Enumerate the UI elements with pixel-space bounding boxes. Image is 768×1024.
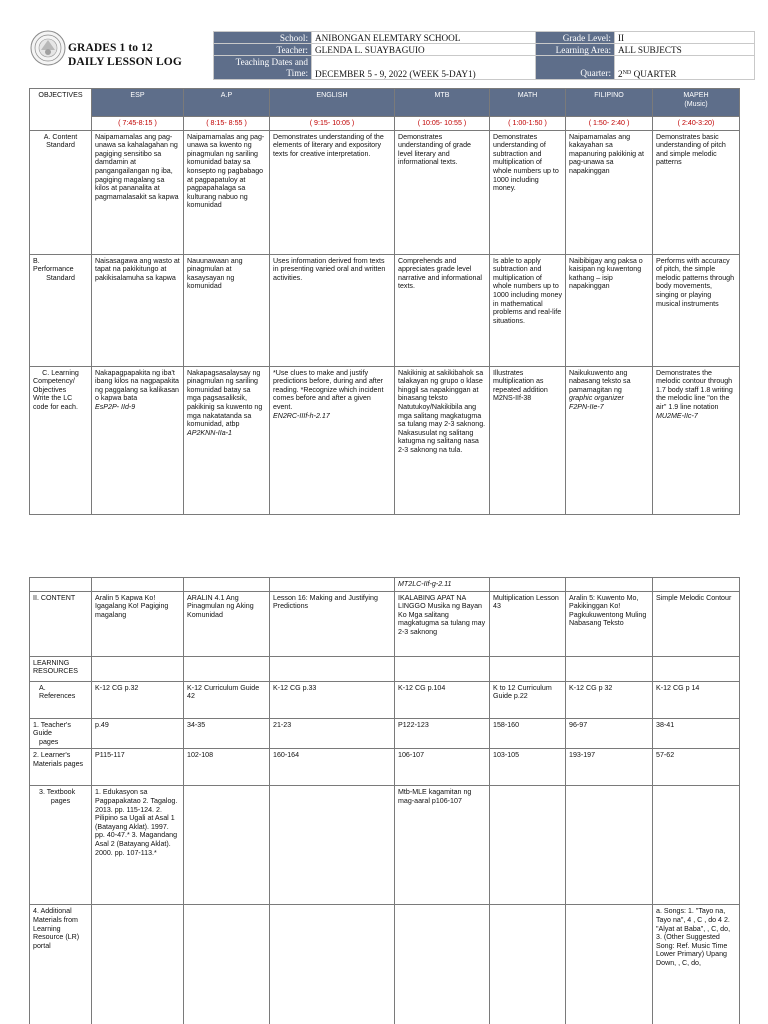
table-cell: K-12 CG p 14 xyxy=(653,681,740,718)
table-cell: Naipamamalas ang pag-unawa sa kahalagahan ng pagiging sensitibo sa damdamin at pangangailangan ng iba, pagiging magalang sa kilos at pananalita at pagmamalasakit sa kapwa xyxy=(92,130,184,254)
table-cell: 57-62 xyxy=(653,749,740,786)
subject-header-english: ENGLISH xyxy=(270,89,395,117)
table-cell: 38-41 xyxy=(653,718,740,749)
table-cell: 21-23 xyxy=(270,718,395,749)
teacher-label: Teacher: xyxy=(214,44,312,56)
objectives-table xyxy=(29,88,740,515)
table-cell xyxy=(566,905,653,1024)
table-cell: ARALIN 4.1 Ang Pinagmulan ng Aking Komunidad xyxy=(184,591,270,656)
table-cell: Is able to apply subtraction and multiplication of whole numbers up to 1000 including money in mathematical problems and real-life situations. xyxy=(490,254,566,366)
table-cell: Aralin 5: Kuwento Mo, Pakikinggan Ko! Pagkukuwentong Muling Nabasang Teksto xyxy=(566,591,653,656)
table-cell: IKALABING APAT NA LINGGO Musika ng Bayan Ko Mga salitang magkatugma sa tulang may 2-3 saknong xyxy=(395,591,490,656)
table-cell: Naipamamalas ang kakayahan sa mapanuring pakikinig at pag-unawa sa napakinggan xyxy=(566,130,653,254)
teachers-guide-label: 1. Teacher's Guide pages xyxy=(30,718,92,749)
teachers-guide-row xyxy=(30,718,740,749)
table-cell: 102-108 xyxy=(184,749,270,786)
time-math: ( 1:00-1:50 ) xyxy=(490,117,566,131)
performance-standard-label: B. Performance Standard xyxy=(30,254,92,366)
references-row xyxy=(30,681,740,718)
table-cell: Naisasagawa ang wasto at tapat na pakikitungo at pakikisalamuha sa kapwa xyxy=(92,254,184,366)
table-cell: Demonstrates understanding of subtraction and multiplication of whole numbers up to 1000 including money. xyxy=(490,130,566,254)
references-label: A. References xyxy=(30,681,92,718)
table-cell: *Use clues to make and justify predictions before, during and after reading. *Recognize which incident comes before and after a given event. EN2RC-IIIf-h-2.17 xyxy=(270,366,395,514)
competency-label: C. Learning Competency/ Objectives Write the LC code for each. xyxy=(30,366,92,514)
table-cell: P115-117 xyxy=(92,749,184,786)
table-cell: P122-123 xyxy=(395,718,490,749)
table-cell: 34-35 xyxy=(184,718,270,749)
table-cell: Demonstrates the melodic contour through 1.7 body staff 1.8 writing the melodic line "on the air" 1.9 line notation MU2ME-IIc-7 xyxy=(653,366,740,514)
table-cell: K-12 CG p 32 xyxy=(566,681,653,718)
learning-resources-label: LEARNING RESOURCES xyxy=(30,656,92,681)
table-cell xyxy=(395,905,490,1024)
learners-materials-label: 2. Learner's Materials pages xyxy=(30,749,92,786)
time-ap: ( 8:15- 8:55 ) xyxy=(184,117,270,131)
subject-header-mtb: MTB xyxy=(395,89,490,117)
table-cell: 96-97 xyxy=(566,718,653,749)
competency-row xyxy=(30,366,740,514)
time-filipino: ( 1:50- 2:40 ) xyxy=(566,117,653,131)
table-cell: 158-160 xyxy=(490,718,566,749)
table-cell: Nakikinig at sakikibahok sa talakayan ng grupo o klase hinggil sa napakinggan at binasang teksto Natutukoy/Nakikibila ang mga salitang magkatugma sa tulang may 2-3 saknong. Nakasusulat ng salitang katugma ng salitang nasa 2-3 saknong na tula. xyxy=(395,366,490,514)
content-standard-row xyxy=(30,130,740,254)
content-label: II. CONTENT xyxy=(30,591,92,656)
teaching-dates-label: Teaching Dates and Time: xyxy=(214,56,312,80)
time-mtb: ( 10:05- 10:55 ) xyxy=(395,117,490,131)
table-cell: Multiplication Lesson 43 xyxy=(490,591,566,656)
teaching-dates-value: DECEMBER 5 - 9, 2022 (WEEK 5-DAY1) xyxy=(312,56,536,80)
table-cell: K-12 CG p.32 xyxy=(92,681,184,718)
quarter-value: 2ND QUARTER xyxy=(615,56,755,80)
objectives-header: OBJECTIVES xyxy=(30,89,92,131)
table-cell: Demonstrates understanding of the elements of literary and expository texts for creative interpretation. xyxy=(270,130,395,254)
teacher-value: GLENDA L. SUAYBAGUIO xyxy=(312,44,536,56)
grade-level-label: Grade Level: xyxy=(536,32,615,44)
table-cell: Performs with accuracy of pitch, the simple melodic patterns through body movements, singing or playing musical instruments xyxy=(653,254,740,366)
additional-materials-label: 4. Additional Materials from Learning Resource (LR) portal xyxy=(30,905,92,1024)
subject-header-ap: A.P xyxy=(184,89,270,117)
table-cell: 1. Edukasyon sa Pagpapakatao 2. Tagalog. 2013. pp. 115-124. 2. Pilipino sa Ugali at Asal 1 (Batayang Aklat). 1997. pp. 40-47.* 3. Magandang Asal 2 (Batayang Aklat). 2000. pp. 107-113.* xyxy=(92,786,184,905)
time-mapeh: ( 2:40-3:20) xyxy=(653,117,740,131)
textbook-row xyxy=(30,786,740,905)
table-cell: Nakapagpapakita ng iba't ibang kilos na nagpapakita ng paggalang sa kalikasan o kapwa bata EsP2P- IId-9 xyxy=(92,366,184,514)
table-cell: Naikukuwento ang nabasang teksto sa pamamagitan ng graphic organizer F2PN-IIe-7 xyxy=(566,366,653,514)
table-cell xyxy=(566,786,653,905)
table-cell: 160-164 xyxy=(270,749,395,786)
doc-title-grades: GRADES 1 to 12 xyxy=(68,42,153,54)
table-cell: Nakapagsasalaysay ng pinagmulan ng sariling komunidad batay sa mga pagsasaliksik, pakikinig sa kuwento ng mga nakatatanda sa komunidad, atbp AP2KNN-IIa-1 xyxy=(184,366,270,514)
table-cell: Uses information derived from texts in presenting varied oral and written activities. xyxy=(270,254,395,366)
header-info-table xyxy=(213,31,755,80)
table-cell xyxy=(653,786,740,905)
learning-area-value: ALL SUBJECTS xyxy=(615,44,755,56)
table-cell: 106-107 xyxy=(395,749,490,786)
table-cell: Naipamamalas ang pag-unawa sa kwento ng pinagmulan ng sariling komunidad batay sa konsepto ng pagbabago at pagpapatuloy at pagpapahalaga sa kulturang nabuo ng komunidad xyxy=(184,130,270,254)
learning-resources-row xyxy=(30,656,740,681)
table-cell: Simple Melodic Contour xyxy=(653,591,740,656)
school-value: ANIBONGAN ELEMTARY SCHOOL xyxy=(312,32,536,44)
content-row xyxy=(30,591,740,656)
table-cell: Comprehends and appreciates grade level narrative and informational texts. xyxy=(395,254,490,366)
table-cell: Illustrates multiplication as repeated addition M2NS-IIf-38 xyxy=(490,366,566,514)
table-cell: K to 12 Curriculum Guide p.22 xyxy=(490,681,566,718)
table-cell: 193-197 xyxy=(566,749,653,786)
content-resources-table xyxy=(29,577,740,1024)
quarter-label: Quarter: xyxy=(536,56,615,80)
time-english: ( 9:15- 10:05 ) xyxy=(270,117,395,131)
subject-header-mapeh: MAPEH (Music) xyxy=(653,89,740,117)
table-cell: Nauunawaan ang pinagmulan at kasaysayan ng komunidad xyxy=(184,254,270,366)
table-cell xyxy=(184,905,270,1024)
table-cell xyxy=(270,786,395,905)
school-label: School: xyxy=(214,32,312,44)
grade-level-value: II xyxy=(615,32,755,44)
subject-header-math: MATH xyxy=(490,89,566,117)
table-cell: Demonstrates understanding of grade level literary and informational texts. xyxy=(395,130,490,254)
additional-materials-row xyxy=(30,905,740,1024)
table-cell: Naibibigay ang paksa o kaisipan ng kuwentong kathang – isip napakinggan xyxy=(566,254,653,366)
table-cell: a. Songs: 1. "Tayo na, Tayo na", 4 , C , do 4 2. "Alyat at Baba", , C, do, 3. (Other Suggested Song: Ref. Music Time Lower Primary) Upang Down, , C, do, xyxy=(653,905,740,1024)
table-cell: K-12 Curriculum Guide 42 xyxy=(184,681,270,718)
learning-area-label: Learning Area: xyxy=(536,44,615,56)
learners-materials-row xyxy=(30,749,740,786)
deped-seal-icon xyxy=(30,30,66,66)
table-cell xyxy=(490,905,566,1024)
table-cell: Aralin 5 Kapwa Ko! Igagalang Ko! Pagiging magalang xyxy=(92,591,184,656)
mtb-code-cell: MT2LC-IIf-g-2.11 xyxy=(395,578,490,592)
table-cell xyxy=(184,786,270,905)
doc-title-dll: DAILY LESSON LOG xyxy=(68,56,182,68)
time-esp: ( 7:45-8:15 ) xyxy=(92,117,184,131)
content-standard-label: A. Content Standard xyxy=(30,130,92,254)
table-cell: Lesson 16: Making and Justifying Predictions xyxy=(270,591,395,656)
table-cell: K-12 CG p.104 xyxy=(395,681,490,718)
table-cell xyxy=(92,905,184,1024)
performance-standard-row xyxy=(30,254,740,366)
table-cell: Demonstrates basic understanding of pitch and simple melodic patterns xyxy=(653,130,740,254)
subject-header-esp: ESP xyxy=(92,89,184,117)
table-cell: Mtb-MLE kagamitan ng mag-aaral p106-107 xyxy=(395,786,490,905)
table-cell: 103-105 xyxy=(490,749,566,786)
textbook-label: 3. Textbook pages xyxy=(30,786,92,905)
table-cell xyxy=(490,786,566,905)
table-cell: K-12 CG p.33 xyxy=(270,681,395,718)
table-cell xyxy=(270,905,395,1024)
table-cell: p.49 xyxy=(92,718,184,749)
subject-header-filipino: FILIPINO xyxy=(566,89,653,117)
